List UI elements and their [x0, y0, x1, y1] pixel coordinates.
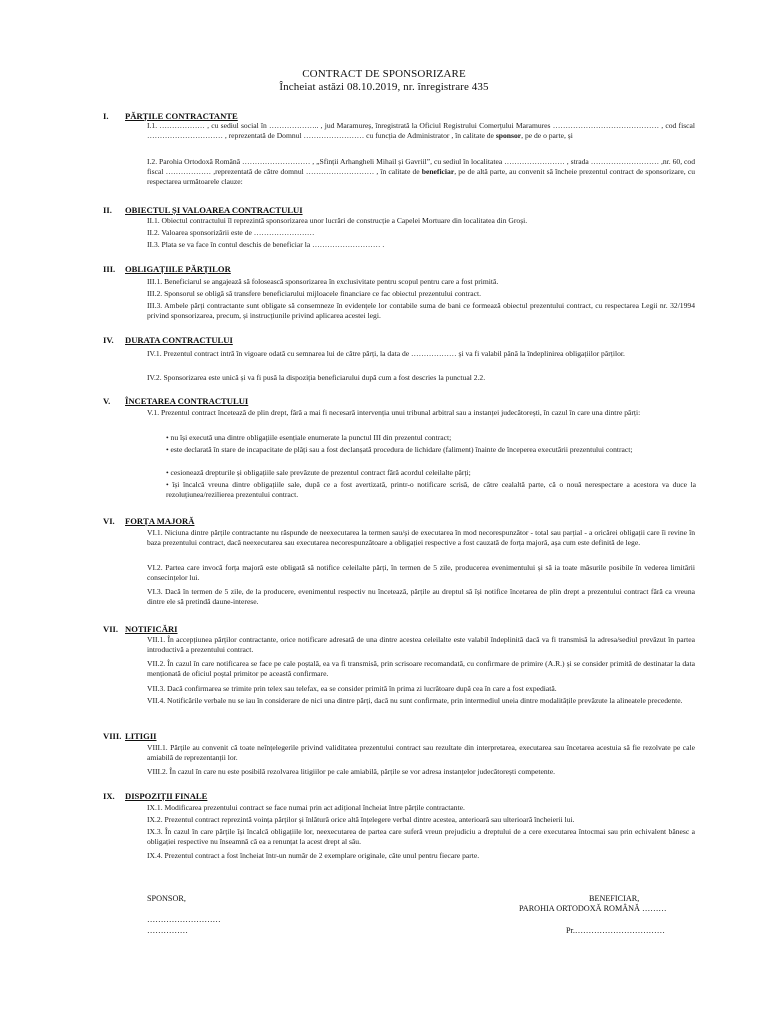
section-7-number: VII. [103, 624, 119, 634]
section-1-title: PĂRȚILE CONTRACTANTE [125, 111, 238, 121]
section-4-number: IV. [103, 335, 114, 345]
clause-2-3: II.3. Plata se va face în contul deschis de beneficiar la ……………………… . [147, 240, 385, 249]
clause-5-bullet-2: • este declarată în stare de incapacitate de plăți sau a fost declanșată procedura de lichidare (faliment) înainte de începerea executării prezentului contract; [166, 445, 633, 454]
section-5-number: V. [103, 396, 111, 406]
beneficiary-name: PAROHIA ORTODOXĂ ROMÂNĂ ……… [519, 904, 667, 913]
clause-4-2: IV.2. Sponsorizarea este unică și va fi pusă la dispoziția beneficiarului după cum a fost descries la punctual 2.2. [147, 373, 486, 382]
section-9-title: DISPOZIȚII FINALE [125, 791, 208, 801]
section-9-number: IX. [103, 791, 115, 801]
section-2-title: OBIECTUL ȘI VALOAREA CONTRACTULUI [125, 205, 303, 215]
section-8-number: VIII. [103, 731, 122, 741]
beneficiary-signature-line: Pr.…………………………… [566, 926, 665, 935]
section-2-number: II. [103, 205, 112, 215]
clause-9-4: IX.4. Prezentul contract a fost încheiat într-un număr de 2 exemplare originale, câte unul pentru fiecare parte. [147, 851, 480, 860]
section-6-title: FORȚA MAJORĂ [125, 516, 195, 526]
clause-5-bullet-1: • nu își execută una dintre obligațiile esențiale enumerate la punctul III din prezentul contract; [166, 433, 452, 442]
clause-3-3: III.3. Ambele părți contractante sunt obligate să consemneze în evidențele lor contabile suma de bani ce formează obiectul prezentului contract, cu respectarea Legii nr. 32/1994 privind sponsorizarea, precum, și instrucțiunile privind aplicarea acestei legi. [147, 301, 695, 321]
sponsor-signature-line: ……………………… [147, 915, 221, 924]
clause-9-1: IX.1. Modificarea prezentului contract se face numai prin act adițional încheiat între părțile contractante. [147, 803, 465, 812]
clause-5-bullet-3: • cesionează drepturile și obligațiile sale prevăzute de prezentul contract fără acordul celeilalte părți; [166, 468, 471, 477]
section-8-title: LITIGII [125, 731, 157, 741]
section-3-title: OBLIGAȚIILE PĂRȚILOR [125, 264, 231, 274]
clause-3-2: III.2. Sponsorul se obligă să transfere beneficiarului mijloacele financiare ce fac obiectul prezentului contract. [147, 289, 481, 298]
section-3-number: III. [103, 264, 116, 274]
clause-9-3: IX.3. În cazul în care părțile își încalcă obligațiile lor, neexecutarea de partea care suferă vreun prejudiciu a dreptului de a cere executarea întocmai sau prin echivalent bănesc a obligației respective nu înseamnă că ea a renunțat la acest drept al său. [147, 827, 695, 847]
document-title: CONTRACT DE SPONSORIZARE [302, 68, 466, 80]
clause-1-1: I.1. ……………… , cu sediul social în ……………….. , jud Maramureș, înregistrată la Oficiul Registrului Comerțului Maramures …………………………………… , cod fiscal ………………………… , reprezentată de Domnul …………………… cu funcția de Administrator , în calitate de sponsor, pe de o parte, și [147, 121, 695, 141]
clause-8-1: VIII.1. Părțile au convenit că toate neînțelegerile privind validitatea prezentului contract sau rezultate din interpretarea, executarea sau încetarea acestuia să fie rezolvate pe cale amiabilă de reprezentanții lor. [147, 743, 695, 763]
section-1-number: I. [103, 111, 109, 121]
clause-4-1: IV.1. Prezentul contract intră în vigoare odată cu semnarea lui de către părți, la data de ……………… și va fi valabil până la îndeplinirea obligațiilor părților. [147, 349, 625, 358]
clause-5-1: V.1. Prezentul contract încetează de plin drept, fără a mai fi necesară intervenția unui tribunal arbitral sau a instanței judecătorești, în cazul în care una dintre părți: [147, 408, 641, 417]
section-7-title: NOTIFICĂRI [125, 624, 178, 634]
clause-2-1: II.1. Obiectul contractului îl reprezintă sponsorizarea unor lucrări de construcție a Capelei Mortuare din localitatea din Groși. [147, 216, 528, 225]
section-6-number: VI. [103, 516, 115, 526]
clause-7-4: VII.4. Notificările verbale nu se iau în considerare de nici una dintre părți, dacă nu sunt confirmate, prin intermediul uneia dintre modalitățile prevăzute la alineatele precedente. [147, 696, 683, 705]
section-5-title: ÎNCETAREA CONTRACTULUI [125, 396, 249, 406]
sponsor-stamp-line: …………… [147, 926, 188, 935]
clause-7-3: VII.3. Dacă confirmarea se trimite prin telex sau telefax, ea se consider primită în prima zi lucrătoare după cea în care a fost expediată. [147, 684, 557, 693]
beneficiary-label: BENEFICIAR, [589, 894, 640, 903]
clause-7-1: VII.1. În accepțiunea părților contractante, orice notificare adresată de una dintre acestea celeilalte este valabil îndeplinită dacă va fi transmisă la adresa/sediul prevăzut în partea introductivă a prezentului contract. [147, 635, 695, 655]
section-4-title: DURATA CONTRACTULUI [125, 335, 233, 345]
sponsor-label: SPONSOR, [147, 894, 186, 903]
clause-1-2: I.2. Parohia Ortodoxă Română ……………………… , „Sfinții Arhangheli Mihail și Gavriil”, cu sediul în localitatea …………………… , strada ……………………… ,nr. 60, cod fiscal ……………… ,reprezentată de către domnul ……………………… , în calitate de beneficiar, pe de altă parte, au convenit să încheie prezentul contract de sponsorizare, cu respectarea următoarele clauze: [147, 157, 695, 187]
clause-5-bullet-4: • își încalcă vreuna dintre obligațiile sale, după ce a fost avertizată, printr-o notificare scrisă, de către cealaltă parte, că o nouă nerespectare a acestora va duce la rezoluțiunea/rezilierea prezentului contract. [166, 480, 696, 500]
clause-6-2: VI.2. Partea care invocă forța majoră este obligată să notifice celeilalte părți, în termen de 5 zile, producerea evenimentului și să ia toate măsurile posibile în vederea limitării consecințelor lui. [147, 563, 695, 583]
document-subtitle: Încheiat astăzi 08.10.2019, nr. înregistrare 435 [279, 81, 489, 93]
clause-2-2: II.2. Valoarea sponsorizării este de …………………… [147, 228, 315, 237]
clause-6-3: VI.3. Dacă în termen de 5 zile, de la producere, evenimentul respectiv nu încetează, părțile au dreptul să își notifice încetarea de plin drept a prezentului contract fără ca vreuna dintre ele să pretindă daune-interese. [147, 587, 695, 607]
clause-9-2: IX.2. Prezentul contract reprezintă voința părților și înlătură orice altă înțelegere verbal dintre acestea, anterioară sau ulterioară încheierii lui. [147, 815, 575, 824]
clause-6-1: VI.1. Niciuna dintre părțile contractante nu răspunde de neexecutarea la termen sau/și de executarea în mod necorespunzător - total sau parțial - a oricărei obligații care îi revine în baza prezentului contract, dacă neexecutarea sau executarea necorespunzătoare a obligației respective a fost cauzată de forța majoră, așa cum este definită de lege. [147, 528, 695, 548]
clause-3-1: III.1. Beneficiarul se angajează să folosească sponsorizarea în exclusivitate pentru scopul pentru care a fost primită. [147, 277, 499, 286]
clause-8-2: VIII.2. În cazul în care nu este posibilă rezolvarea litigiilor pe cale amiabilă, părțile se vor adresa instanțelor judecătorești competente. [147, 767, 555, 776]
clause-7-2: VII.2. În cazul în care notificarea se face pe cale poștală, ea va fi transmisă, prin scrisoare recomandată, cu confirmare de primire (A.R.) și se consider primită de destinatar la data menționată de oficiul poștal primitor pe această confirmare. [147, 659, 695, 679]
